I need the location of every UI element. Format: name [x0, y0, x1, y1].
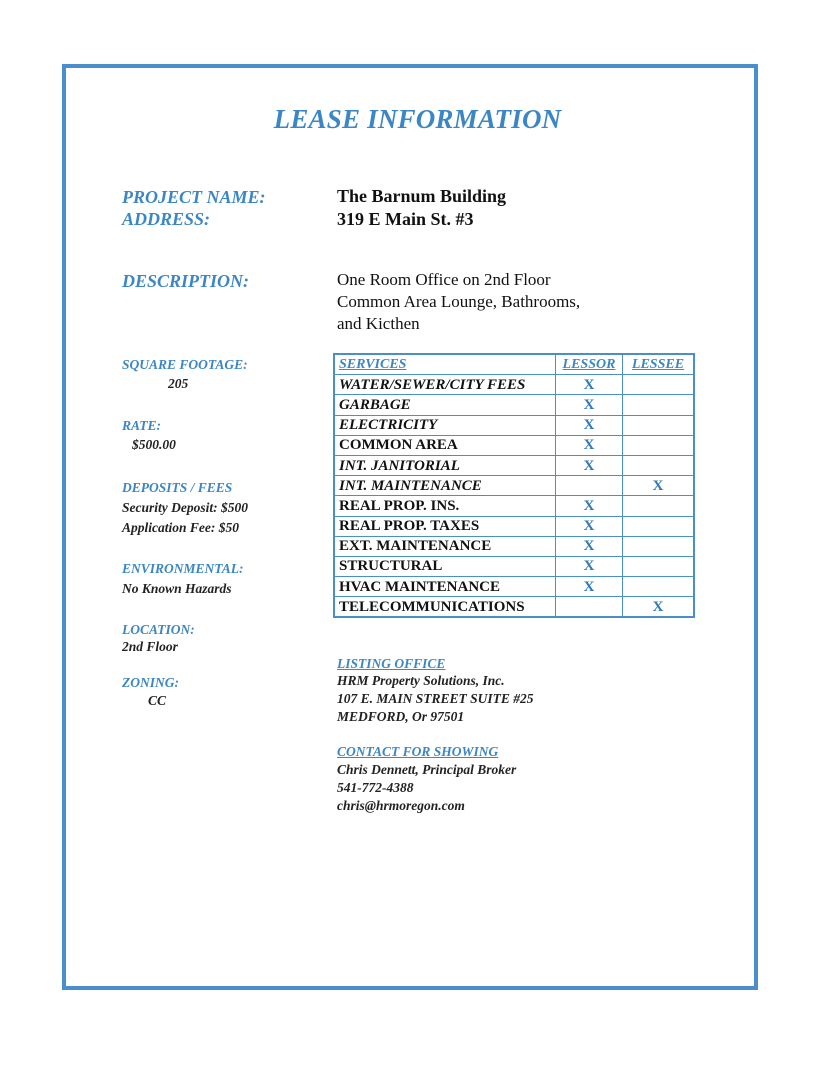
lessee-mark [623, 415, 695, 435]
listing-office-street: 107 E. MAIN STREET SUITE #25 [337, 691, 534, 706]
square-footage-value: 205 [168, 376, 189, 391]
lessee-header: LESSEE [623, 354, 695, 375]
services-header: SERVICES [334, 354, 556, 375]
service-row [334, 577, 694, 597]
service-row [334, 496, 694, 516]
lessor-mark: X [556, 577, 623, 597]
service-name: REAL PROP. TAXES [334, 516, 556, 536]
contact-label: CONTACT FOR SHOWING [337, 744, 499, 759]
lessee-mark [623, 577, 695, 597]
lessee-mark [623, 455, 695, 475]
zoning-value: CC [148, 693, 167, 708]
listing-office-label: LISTING OFFICE [337, 656, 446, 671]
service-name: TELECOMMUNICATIONS [334, 597, 556, 618]
environmental-label: ENVIRONMENTAL: [122, 561, 244, 576]
lessee-mark: X [623, 476, 695, 496]
service-name: REAL PROP. INS. [334, 496, 556, 516]
services-table [333, 353, 695, 618]
description-line: Common Area Lounge, Bathrooms, [337, 292, 581, 311]
service-row [334, 476, 694, 496]
service-name: HVAC MAINTENANCE [334, 577, 556, 597]
service-name: COMMON AREA [334, 435, 556, 455]
service-name: EXT. MAINTENANCE [334, 536, 556, 556]
service-row [334, 455, 694, 475]
lessee-mark [623, 375, 695, 395]
rate-label: RATE: [122, 418, 162, 433]
document-title: LEASE INFORMATION [273, 104, 562, 134]
service-row [334, 536, 694, 556]
service-row [334, 375, 694, 395]
contact-email: chris@hrmoregon.com [337, 798, 465, 813]
listing-office-name: HRM Property Solutions, Inc. [337, 673, 505, 688]
service-row [334, 415, 694, 435]
description-line: and Kicthen [337, 314, 420, 333]
address-label: ADDRESS: [122, 209, 211, 229]
lessor-mark [556, 597, 623, 618]
lessee-mark [623, 435, 695, 455]
security-deposit: Security Deposit: $500 [122, 500, 248, 515]
service-name: WATER/SEWER/CITY FEES [334, 375, 556, 395]
zoning-label: ZONING: [122, 675, 179, 690]
address-value: 319 E Main St. #3 [337, 209, 474, 229]
project-name-label: PROJECT NAME: [122, 187, 266, 207]
service-name: INT. JANITORIAL [334, 455, 556, 475]
description-text [337, 269, 580, 335]
lessee-mark [623, 496, 695, 516]
lessee-mark [623, 516, 695, 536]
listing-office-city: MEDFORD, Or 97501 [337, 709, 465, 724]
lessor-mark: X [556, 536, 623, 556]
lessee-mark [623, 536, 695, 556]
square-footage-label: SQUARE FOOTAGE: [122, 357, 248, 372]
service-name: GARBAGE [334, 395, 556, 415]
description-label: DESCRIPTION: [122, 271, 250, 291]
lessor-mark: X [556, 395, 623, 415]
service-name: ELECTRICITY [334, 415, 556, 435]
location-value: 2nd Floor [122, 639, 178, 654]
service-name: STRUCTURAL [334, 556, 556, 576]
deposits-label: DEPOSITS / FEES [122, 480, 233, 495]
environmental-value: No Known Hazards [122, 581, 232, 596]
lessor-mark: X [556, 375, 623, 395]
location-label: LOCATION: [122, 622, 195, 637]
lessor-mark [556, 476, 623, 496]
lessee-mark: X [623, 597, 695, 618]
project-name-value: The Barnum Building [337, 186, 507, 206]
lessee-mark [623, 556, 695, 576]
description-line: One Room Office on 2nd Floor [337, 270, 551, 289]
lessor-mark: X [556, 496, 623, 516]
service-row [334, 556, 694, 576]
rate-value: $500.00 [132, 437, 176, 452]
lessor-mark: X [556, 455, 623, 475]
service-row [334, 395, 694, 415]
application-fee: Application Fee: $50 [122, 520, 239, 535]
service-row [334, 435, 694, 455]
lessor-mark: X [556, 435, 623, 455]
contact-phone: 541-772-4388 [337, 780, 414, 795]
lessee-mark [623, 395, 695, 415]
services-header-row [334, 354, 694, 375]
service-row [334, 516, 694, 536]
contact-person: Chris Dennett, Principal Broker [337, 762, 517, 777]
service-name: INT. MAINTENANCE [334, 476, 556, 496]
lessor-header: LESSOR [556, 354, 623, 375]
lessor-mark: X [556, 415, 623, 435]
service-row [334, 597, 694, 618]
lessor-mark: X [556, 556, 623, 576]
lessor-mark: X [556, 516, 623, 536]
